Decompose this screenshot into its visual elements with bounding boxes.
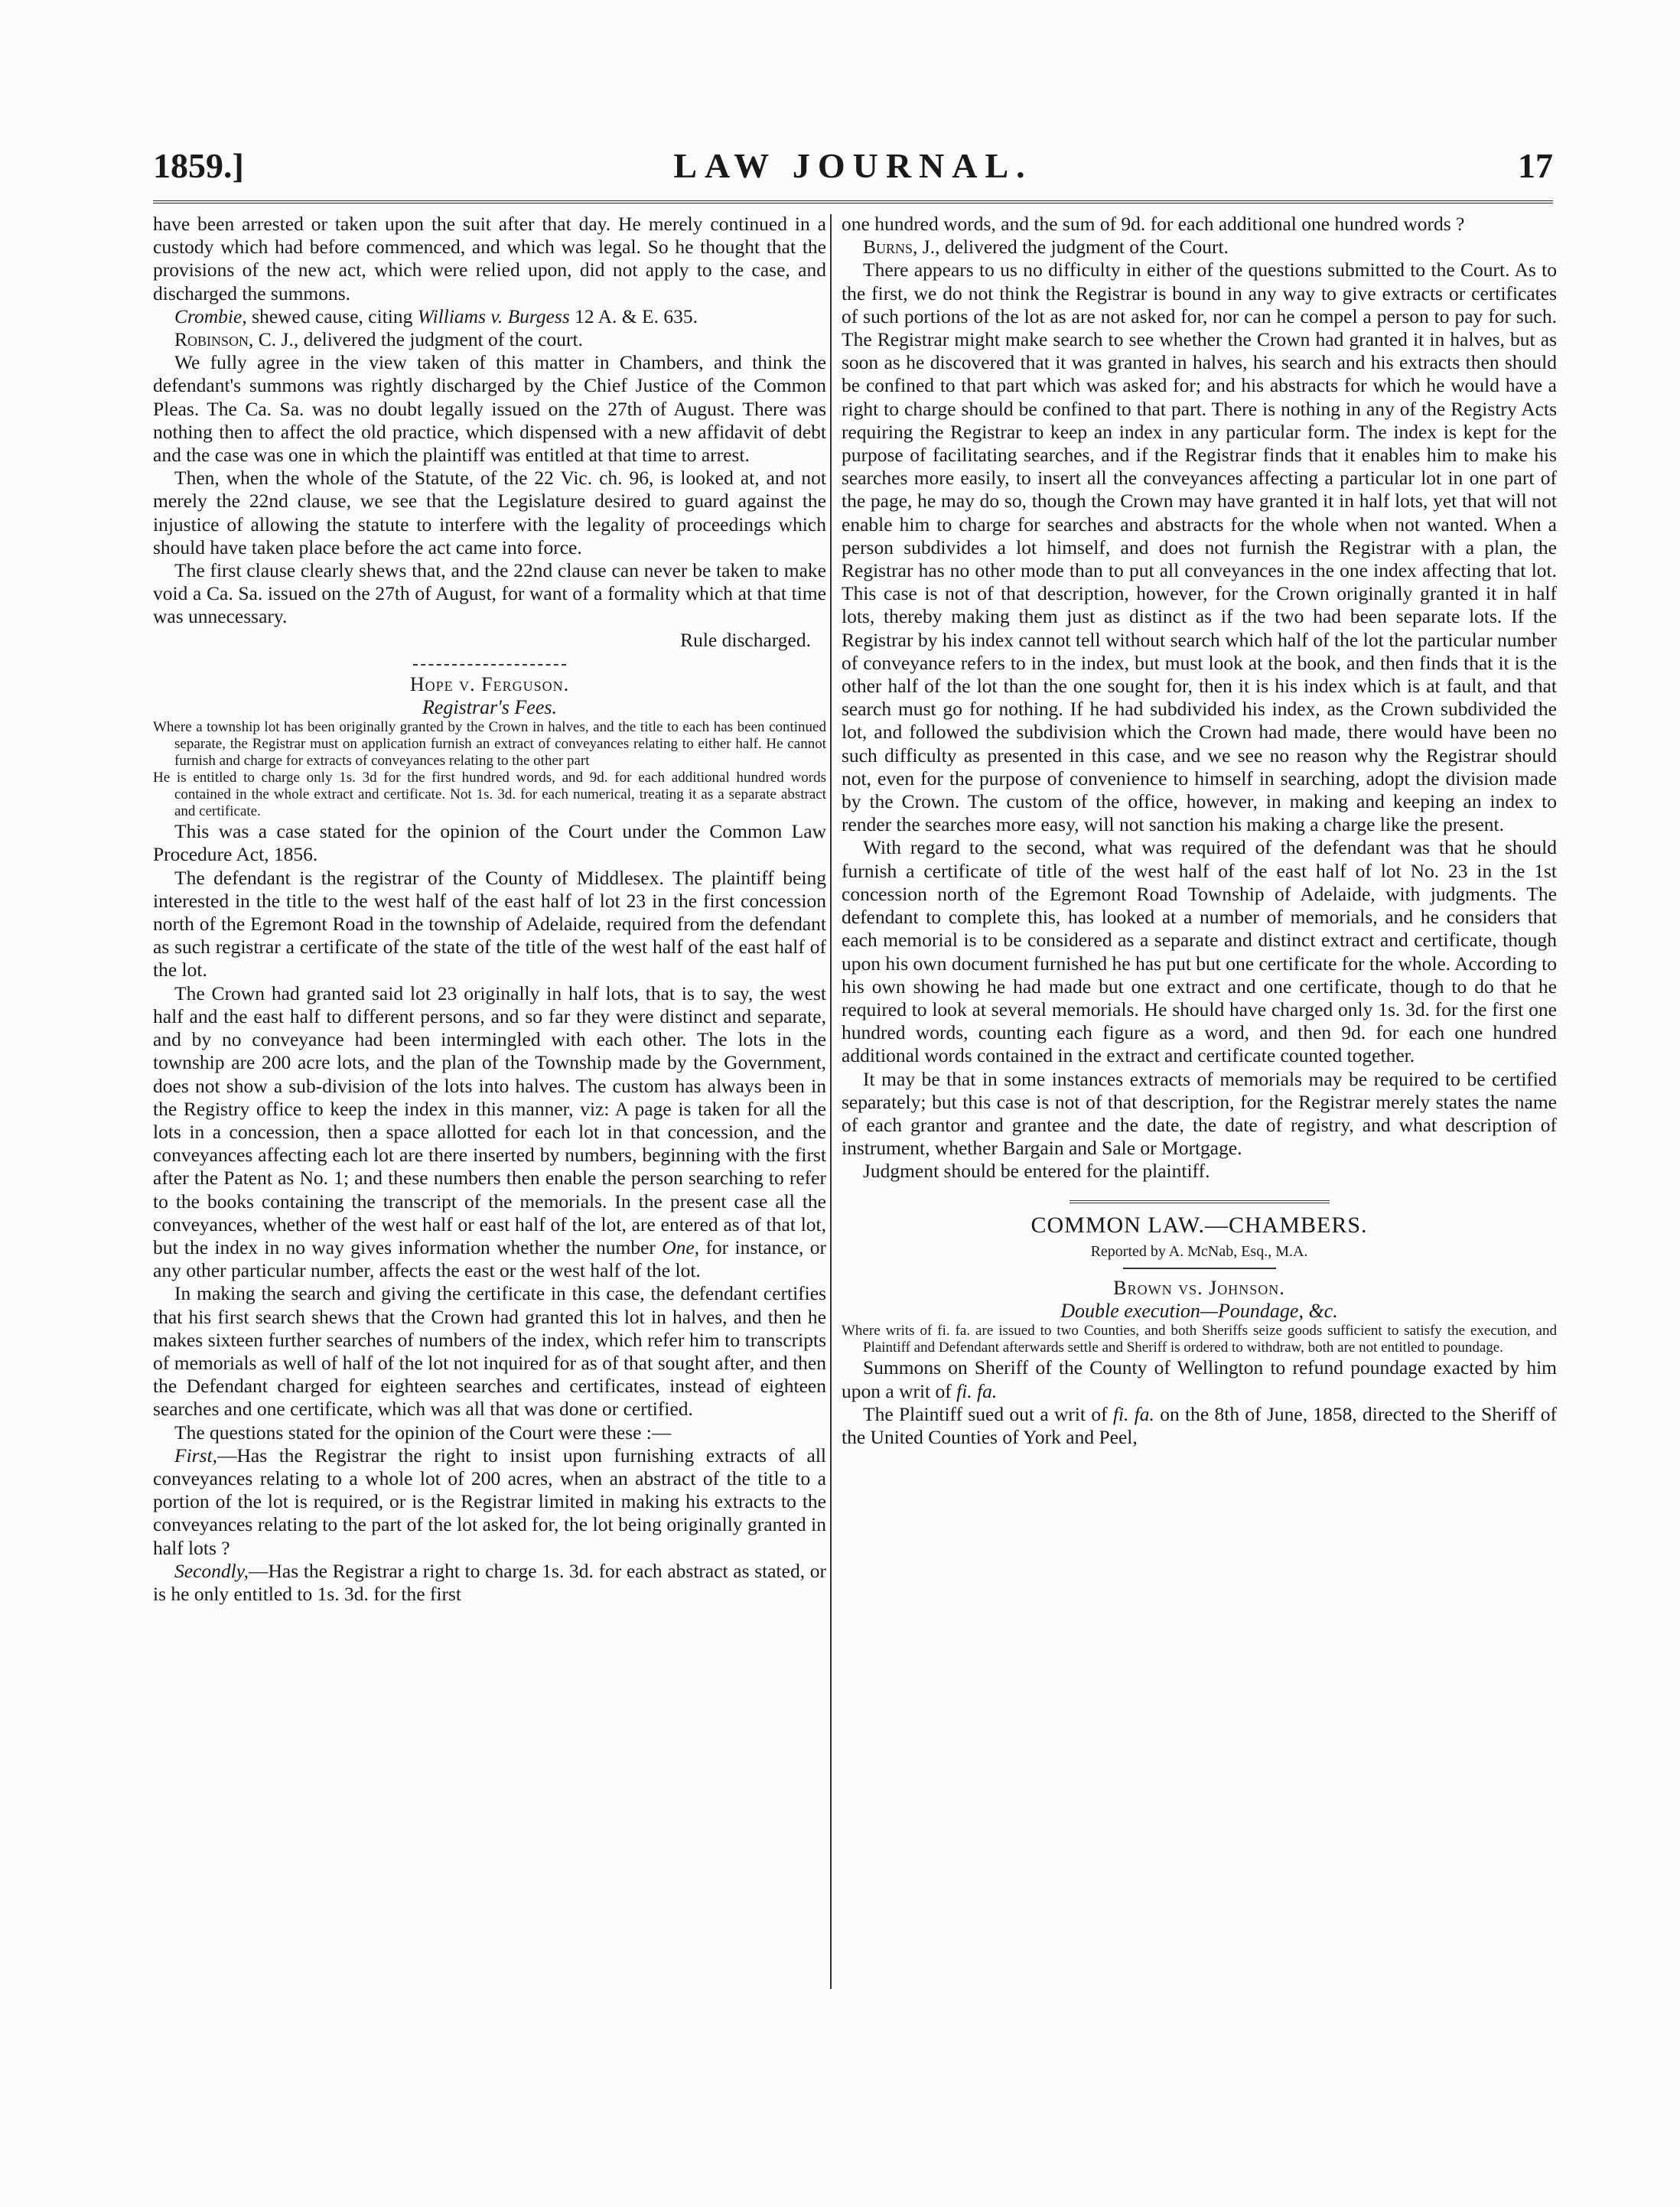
case-title: Hope v. Ferguson. — [409, 672, 570, 695]
paragraph: one hundred words, and the sum of 9d. for each additional one hundred words ? — [842, 213, 1465, 235]
paragraph: First,—Has the Registrar the right to insist upon furnishing extracts of all conveyances relating to a whole lot of 200 acres, when an abstract of the title to a portion of the lot is required, or is the Registrar limited in making his extracts to the conveyances relating to the part of the lot asked for, the lot being originally granted in half lots ? — [153, 1444, 826, 1559]
paragraph: The defendant is the registrar of the County of Middlesex. The plaintiff being interested in the title to the west half of the east half of lot 23 in the first concession north of the Egremont Road in the township of Adelaide, required from the defendant as such registrar a certificate of the state of the title of the west half of the east half of the lot. — [153, 866, 826, 981]
paragraph: Crombie, shewed cause, citing Williams v. Burgess 12 A. & E. 635. — [174, 304, 698, 327]
header-page-number: 17 — [1518, 146, 1553, 185]
paragraph: Burns, J., delivered the judgment of the Court. — [863, 236, 1229, 259]
judge-name: Robinson — [174, 328, 249, 351]
paragraph: The Crown had granted said lot 23 originally in half lots, that is to say, the west half and the east half to different persons, and so far they were distinct and separate, and by no conveyance had been intermingled with each other. The lots in the township are 200 acre lots, and the plan of the Township made by the Government, does not show a sub-division of the lots into halves. The custom has always been in the Registry office to keep the index in this manner, viz: A page is taken for all the lots in a concession, then a space allotted for each lot in that concession, and the conveyances affecting each lot are there inserted by numbers, beginning with the first after the Patent as No. 1; and these numbers then enable the person searching to refer to the books containing the transcript of the memorials. In the present case all the conveyances, whether of the west half or east half of the lot, are entered as of that lot, but the index in no way gives information whether the number One, for instance, or any other particular number, affects the east or the west half of the lot. — [153, 981, 826, 1282]
case-title: Brown vs. Johnson. — [1113, 1276, 1285, 1299]
paragraph: The questions stated for the opinion of the Court were these :— — [174, 1421, 672, 1444]
right-column — [842, 213, 1557, 1449]
headnote: Where a township lot has been originally granted by the Crown in halves, and the title to each has been continued separate, the Registrar must on application furnish an extract of conveyances relating to either half. He cannot furnish and charge for extracts of conveyances relating to the other part He is entitled to charge only 1s. 3d for the first hundred words, and 9d. for each additional hundred words contained in the whole extract and certificate. Not 1s. 3d. for each numerical, treating it as a separate abstract and certificate. — [153, 719, 826, 820]
header-year: 1859.] — [153, 146, 244, 185]
paragraph: There appears to us no difficulty in either of the questions submitted to the Court. As to the first, we do not think the Registrar is bound in any way to give extracts or certificates of such portions of the lot as are not asked for, nor can he compel a person to pay for such. The Registrar might make search to see whether the Crown had granted it in halves, but as soon as he discovered that it was granted in halves, his search and his extracts then should be confined to that part which was asked for; and his abstracts for which he would have a right to charge should be confined to that part. There is nothing in any of the Registry Acts requiring the Registrar to keep an index in any particular form. The index is kept for the purpose of facilitating searches, and if the Registrar finds that it enables him to make his searches more easily, to insert all the conveyances affecting a particular lot in one part of the page, he may do so, though the Crown may have granted it in half lots, yet that will not enable him to charge for searches and abstracts for the whole when not wanted. When a person subdivides a lot himself, and does not furnish the Registrar with a plan, the Registrar has no other mode than to put all conveyances in the one index affecting that lot. This case is not of that description, however, for the Crown originally granted it in half lots, thereby making them just as distinct as if the two had been separate lots. If the Registrar by his index cannot tell without search which half of the lot the particular number of conveyance refers to in the index, but must look at the book, and then finds that it is the other half of the lot than the one sought for, then it is his index which is at fault, and that search must go for nothing. If he had subdivided his index, as the Crown subdivided the lot, and followed the subdivision which the Crown had made, there would have been no such difficulty as presented in this case, and we see no reason why the Registrar should not, even for the purpose of convenience to himself in searching, adopt the division made by the Crown. The custom of the office, however, in making and keeping an index to render the searches more easy, will not sanction his making a charge like the present. — [842, 259, 1557, 836]
paragraph: Summons on Sheriff of the County of Wellington to refund poundage exacted by him upon a writ of fi. fa. — [842, 1356, 1557, 1402]
paragraph: We fully agree in the view taken of this matter in Chambers, and think the defendant's summons was rightly discharged by the Chief Justice of the Common Pleas. The Ca. Sa. was no doubt legally issued on the 27th of August. There was nothing then to affect the old practice, which dispensed with a new affidavit of debt and the case was one in which the plaintiff was entitled at that time to arrest. — [153, 351, 826, 467]
paragraph: Robinson, C. J., delivered the judgment of the court. — [174, 328, 583, 351]
paragraph: With regard to the second, what was required of the defendant was that he should furnish a certificate of title of the west half of the east half of lot No. 23 in the 1st concession north of the Egremont Road Township of Adelaide, with judgments. The defendant to complete this, has looked at a number of memorials, and he considers that each memorial is to be considered as a separate and distinct extract and certificate, though upon his own document furnished he has put but one certificate for the whole. According to his own showing he had made but one extract and one certificate, though to do that he required to look at several memorials. He should have charged only 1s. 3d. for the first one hundred words, counting each figure as a word, and then 9d. for each one hundred additional words contained in the extract and certificate counted together. — [842, 836, 1557, 1067]
section-separator — [1070, 1200, 1330, 1203]
headnote: Where writs of fi. fa. are issued to two Counties, and both Sheriffs seize goods sufficient to satisfy the execution, and Plaintiff and Defendant afterwards settle and Sheriff is ordered to withdraw, both are not entitled to poundage. — [842, 1323, 1557, 1356]
paragraph: It may be that in some instances extracts of memorials may be required to be certified separately; but this case is not of that description, for the Registrar merely states the name of each grantor and grantee and the date, the date of registry, and what description of instrument, whether Bargain and Sale or Mortgage. — [842, 1067, 1557, 1160]
header-rule — [153, 200, 1553, 203]
paragraph: Judgment should be entered for the plaintiff. — [863, 1160, 1210, 1183]
paragraph: have been arrested or taken upon the suit after that day. He merely continued in a custody which had before commenced, and which was legal. So he thought that the provisions of the new act, which were relied upon, did not apply to the case, and discharged the summons. — [153, 213, 826, 304]
paragraph: Then, when the whole of the Statute, of the 22 Vic. ch. 96, is looked at, and not merely the 22nd clause, we see that the Legislature desired to guard against the injustice of allowing the statute to interfere with the legality of proceedings which should have taken place before the act came into force. — [153, 467, 826, 558]
case-separator — [413, 664, 566, 666]
counsel-name: Crombie — [174, 304, 243, 327]
case-citation: Williams v. Burgess — [417, 304, 570, 327]
column-divider — [830, 214, 832, 1989]
case-subtitle: Registrar's Fees. — [422, 696, 557, 719]
ruling: Rule discharged. — [680, 628, 811, 651]
left-column — [153, 213, 826, 1606]
section-separator — [1123, 1268, 1276, 1269]
paragraph: Secondly,—Has the Registrar a right to charge 1s. 3d. for each abstract as stated, or is he only entitled to 1s. 3d. for the first — [153, 1559, 826, 1605]
section-title: COMMON LAW.—CHAMBERS. — [1030, 1212, 1368, 1238]
header-title: LAW JOURNAL. — [673, 146, 1033, 185]
judge-name: Burns — [863, 236, 913, 259]
paragraph: The Plaintiff sued out a writ of fi. fa. on the 8th of June, 1858, directed to the Sheriff of the United Counties of York and Peel, — [842, 1402, 1557, 1448]
paragraph: In making the search and giving the certificate in this case, the defendant certifies that his first search shews that the Crown had granted this lot in halves, and then he makes sixteen further searches of numbers of the index, which refer him to transcripts of memorials as well of half of the lot not inquired for as of that sought after, and then the Defendant charged for eighteen searches and certificates, instead of eighteen searches and one certificate, which was all that was done or certified. — [153, 1282, 826, 1421]
reporter-line: Reported by A. McNab, Esq., M.A. — [1090, 1242, 1308, 1260]
page-header — [153, 145, 1553, 191]
paragraph: This was a case stated for the opinion of the Court under the Common Law Procedure Act, 1856. — [153, 820, 826, 866]
paragraph: The first clause clearly shews that, and the 22nd clause can never be taken to make void a Ca. Sa. issued on the 27th of August, for want of a formality which at that time was unnecessary. — [153, 559, 826, 628]
case-subtitle: Double execution—Poundage, &c. — [1060, 1300, 1338, 1323]
